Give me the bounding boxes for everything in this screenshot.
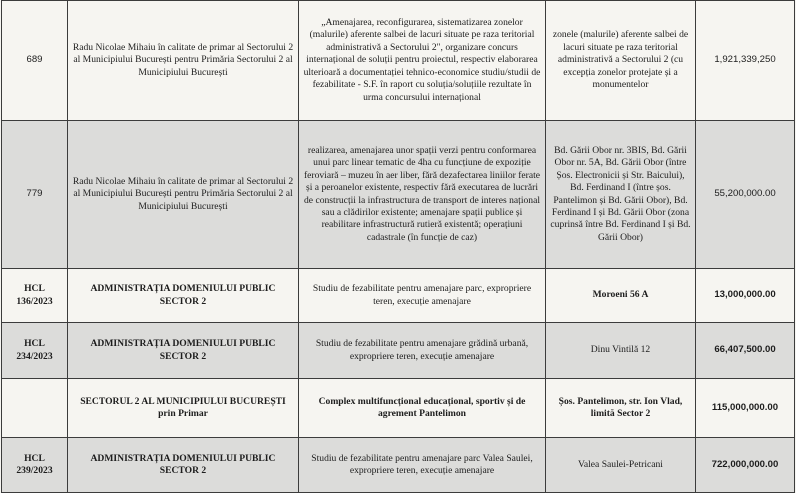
location-cell: zonele (malurile) aferente salbei de lacuri situate pe raza teritorial administrativă a Sectorului 2 (cu excepția zonelor protejate și a monumentelor <box>546 1 696 121</box>
object-cell: Complex multifuncțional educațional, sportiv și de agrement Pantelimon <box>299 379 546 438</box>
row-id-cell: HCL 239/2023 <box>2 438 68 493</box>
beneficiary-cell: ADMINISTRAȚIA DOMENIULUI PUBLIC SECTOR 2 <box>68 323 299 379</box>
row-id-cell: 689 <box>2 1 68 121</box>
amount-cell: 722,000,000.00 <box>696 438 795 493</box>
row-id-cell: HCL 234/2023 <box>2 323 68 379</box>
row-id-cell: 779 <box>2 121 68 269</box>
amount-cell: 1,921,339,250 <box>696 1 795 121</box>
beneficiary-cell: ADMINISTRAȚIA DOMENIULUI PUBLIC SECTOR 2 <box>68 438 299 493</box>
location-cell: Moroeni 56 A <box>546 269 696 323</box>
row-id-cell: HCL 136/2023 <box>2 269 68 323</box>
table-row <box>2 1 795 121</box>
amount-cell: 115,000,000.00 <box>696 379 795 438</box>
object-cell: „Amenajarea, reconfigurarea, sistematizarea zonelor (malurile) aferente salbei de lacuri situate pe raza teritorial administrativă a Sectorului 2", organizare concurs internațional de soluții pentru proiectul, respectiv elaborarea ulterioară a documentației tehnico-economice studiu/studii de fezabilitate - S.F. în raport cu soluția/soluțiile rezultate în urma concursului internațional <box>299 1 546 121</box>
table-row <box>2 323 795 379</box>
beneficiary-cell: ADMINISTRAȚIA DOMENIULUI PUBLIC SECTOR 2 <box>68 269 299 323</box>
location-cell: Valea Saulei-Petricani <box>546 438 696 493</box>
object-cell: Studiu de fezabilitate pentru amenajare parc Valea Saulei, expropriere teren, execuție amenajare <box>299 438 546 493</box>
location-cell: Șos. Pantelimon, str. Ion Vlad, limită Sector 2 <box>546 379 696 438</box>
row-id-cell <box>2 379 68 438</box>
amount-cell: 13,000,000.00 <box>696 269 795 323</box>
beneficiary-cell: SECTORUL 2 AL MUNICIPIULUI BUCUREȘTI prin Primar <box>68 379 299 438</box>
table-row <box>2 438 795 493</box>
table-row <box>2 269 795 323</box>
beneficiary-cell: Radu Nicolae Mihaiu în calitate de primar al Sectorului 2 al Municipiului București pentru Primăria Sectorului 2 al Municipiului București <box>68 1 299 121</box>
table-row <box>2 379 795 438</box>
table-row <box>2 121 795 269</box>
object-cell: Studiu de fezabilitate pentru amenajare grădină urbană, expropriere teren, execuție amenajare <box>299 323 546 379</box>
amount-cell: 55,200,000.00 <box>696 121 795 269</box>
object-cell: realizarea, amenajarea unor spații verzi pentru conformarea unui parc linear tematic de 4ha cu funcțiune de expoziție feroviară – muzeu în aer liber, fără dezafectarea liniilor ferate și a peroanelor existente, respectiv fără executarea de lucrări de construcții la infrastructura de transport de interes național sau a clădirilor existente; amenajare spații publice și reabilitare infrastructură rutieră existentă; operațiuni cadastrale (în funcție de caz) <box>299 121 546 269</box>
investments-table <box>1 0 795 493</box>
location-cell: Bd. Gării Obor nr. 3BIS, Bd. Gării Obor nr. 5A, Bd. Gării Obor (între Șos. Electronicii și Str. Baicului), Bd. Ferdinand I (între șos. Pantelimon și Bd. Gării Obor), Bd. Ferdinand I și Bd. Gării Obor (zona cuprinsă între Bd. Ferdinand I și Bd. Gării Obor) <box>546 121 696 269</box>
amount-cell: 66,407,500.00 <box>696 323 795 379</box>
beneficiary-cell: Radu Nicolae Mihaiu în calitate de primar al Sectorului 2 al Municipiului București pentru Primăria Sectorului 2 al Municipiului București <box>68 121 299 269</box>
location-cell: Dinu Vintilă 12 <box>546 323 696 379</box>
object-cell: Studiu de fezabilitate pentru amenajare parc, expropriere teren, execuție amenajare <box>299 269 546 323</box>
